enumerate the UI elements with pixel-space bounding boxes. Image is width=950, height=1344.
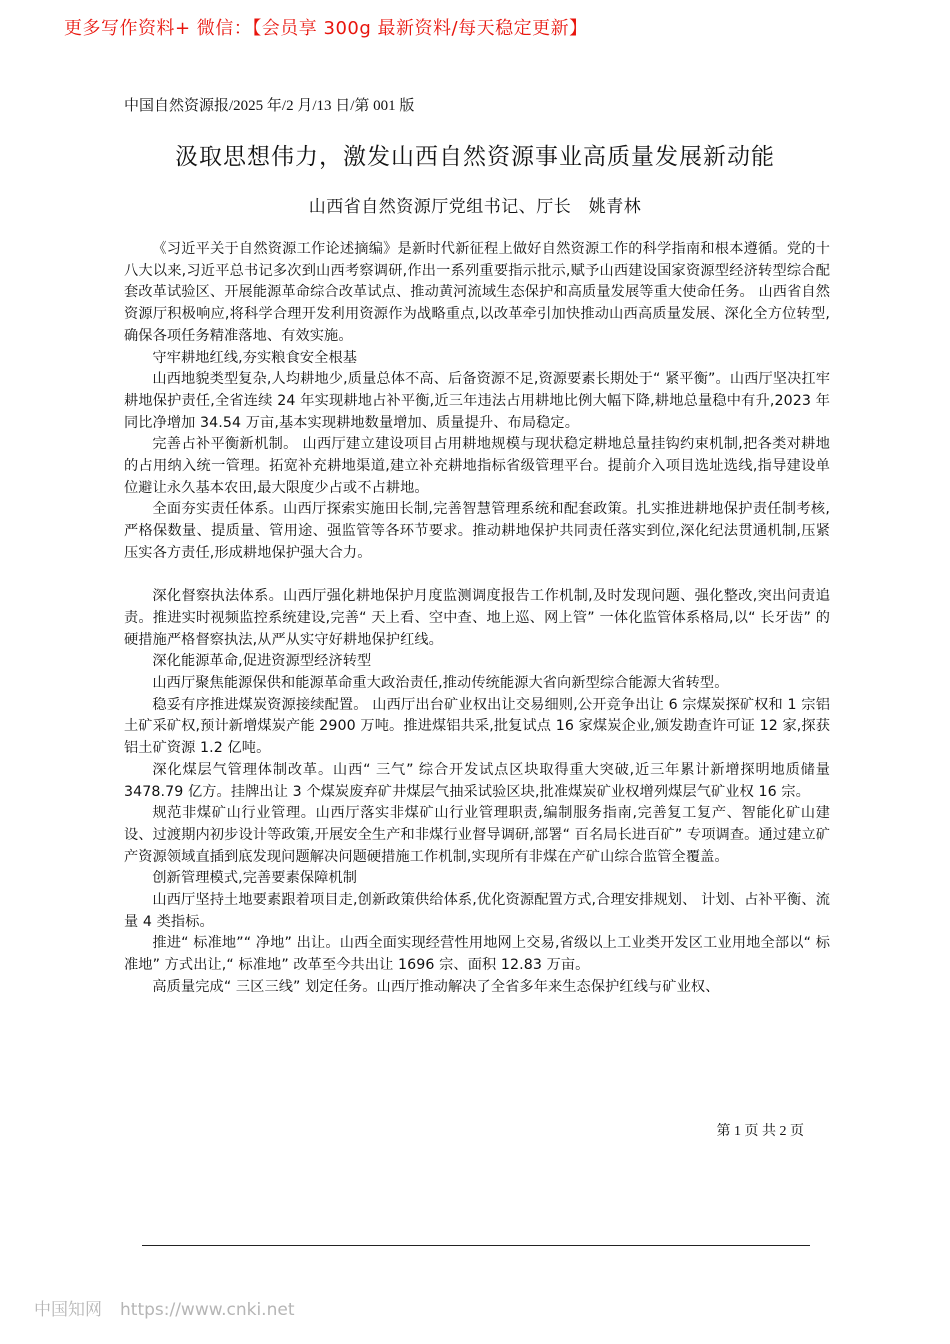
watermark-url: https://www.cnki.net — [120, 1300, 295, 1320]
article-title: 汲取思想伟力，激发山西自然资源事业高质量发展新动能 — [175, 144, 775, 170]
blank-line — [124, 565, 830, 587]
page-number: 第 1 页 共 2 页 — [716, 1124, 804, 1139]
paragraph: 全面夯实责任体系。山西厅探索实施田长制,完善智慧管理系统和配套政策。扎实推进耕地保护责任制考核,严格保数量、提质量、管用途、强监管等各环节要求。推动耕地保护共同责任落实到位,深化纪法贯通机制,压紧压实各方责任,形成耕地保护强大合力。 — [124, 501, 830, 561]
section-heading-management: 创新管理模式,完善要素保障机制 — [152, 870, 358, 887]
section-heading-energy: 深化能源革命,促进资源型经济转型 — [152, 653, 372, 670]
paragraph: 深化煤层气管理体制改革。山西“ 三气” 综合开发试点区块取得重大突破,近三年累计新增探明地质储量 3478.79 亿方。挂牌出让 3 个煤炭废弃矿井煤层气抽采试验区块,批准煤炭矿业权增列煤层气矿业权 16 宗。 — [124, 761, 830, 800]
paragraph-intro: 《习近平关于自然资源工作论述摘编》是新时代新征程上做好自然资源工作的科学指南和根本遵循。党的十八大以来,习近平总书记多次到山西考察调研,作出一系列重要指示批示,赋予山西建设国家资源型经济转型综合配套改革试验区、开展能源革命综合改革试点、推动黄河流域生态保护和高质量发展等重大使命任务。 山西省自然资源厅积极响应,将科学合理开发利用资源作为战略重点,以改革牵引加快推动山西高质量发展、深化全方位转型,确保各项任务精准落地、有效实施。 — [124, 241, 830, 344]
paragraph: 山西厅坚持土地要素跟着项目走,创新政策供给体系,优化资源配置方式,合理安排规划、 计划、占补平衡、流量 4 类指标。 — [124, 892, 830, 930]
source-line: 中国自然资源报/2025 年/2 月/13 日/第 001 版 — [124, 98, 415, 114]
footer-divider — [142, 1245, 810, 1246]
paragraph: 完善占补平衡新机制。 山西厅建立建设项目占用耕地规模与现状稳定耕地总量挂钩约束机制,把各类对耕地的占用纳入统一管理。拓宽补充耕地渠道,建立补充耕地指标省级管理平台。提前介入项目选址选线,指导建设单位避让永久基本农田,最大限度少占或不占耕地。 — [124, 436, 830, 496]
paragraph: 稳妥有序推进煤炭资源接续配置。 山西厅出台矿业权出让交易细则,公开竞争出让 6 宗煤炭探矿权和 1 宗铝土矿采矿权,预计新增煤炭产能 2900 万吨。推进煤铝共采,批复试点 16 家煤炭企业,颁发勘查许可证 12 家,探获铝土矿资源 1.2 亿吨。 — [124, 696, 830, 757]
cnki-watermark — [34, 1295, 294, 1320]
paragraph: 高质量完成“ 三区三线” 划定任务。山西厅推动解决了全省多年来生态保护红线与矿业权、 — [152, 978, 720, 995]
watermark-brand: 中国知网 — [34, 1300, 102, 1320]
paragraph: 山西厅聚焦能源保供和能源革命重大政治责任,推动传统能源大省向新型综合能源大省转型。 — [152, 675, 729, 692]
section-heading-farmland: 守牢耕地红线,夯实粮食安全根基 — [152, 349, 358, 366]
paragraph: 深化督察执法体系。山西厅强化耕地保护月度监测调度报告工作机制,及时发现问题、强化整改,突出问责追责。推进实时视频监控系统建设,完善“ 天上看、空中查、地上巡、网上管” 一体化监管体系格局,以“ 长牙齿” 的硬措施严格督察执法,从严从实守好耕地保护红线。 — [124, 588, 830, 648]
paragraph: 推进“ 标准地”“ 净地” 出让。山西全面实现经营性用地网上交易,省级以上工业类开发区工业用地全部以“ 标准地” 方式出让,“ 标准地” 改革至今共出让 1696 宗、面积 12.83 万亩。 — [124, 935, 830, 974]
promo-banner: 更多写作资料+ 微信：【会员享 300g 最新资料/每天稳定更新】 — [64, 18, 588, 39]
paragraph: 山西地貌类型复杂,人均耕地少,质量总体不高、后备资源不足,资源要素长期处于“ 紧平衡”。山西厅坚决扛牢耕地保护责任,全省连续 24 年实现耕地占补平衡,近三年违法占用耕地比例大幅下降,耕地总量稳中有升,2023 年同比净增加 34.54 万亩,基本实现耕地数量增加、质量提升、布局稳定。 — [124, 371, 830, 431]
article-body — [124, 239, 830, 999]
author-byline: 山西省自然资源厅党组书记、厅长 姚青林 — [308, 197, 642, 217]
paragraph: 规范非煤矿山行业管理。山西厅落实非煤矿山行业管理职责,编制服务指南,完善复工复产、智能化矿山建设、过渡期内初步设计等政策,开展安全生产和非煤行业督导调研,部署“ 百名局长进百矿” 专项调查。通过建立矿产资源领域直插到底发现问题解决问题硬措施工作机制,实现所有非煤在产矿山综合监管全覆盖。 — [124, 805, 830, 865]
